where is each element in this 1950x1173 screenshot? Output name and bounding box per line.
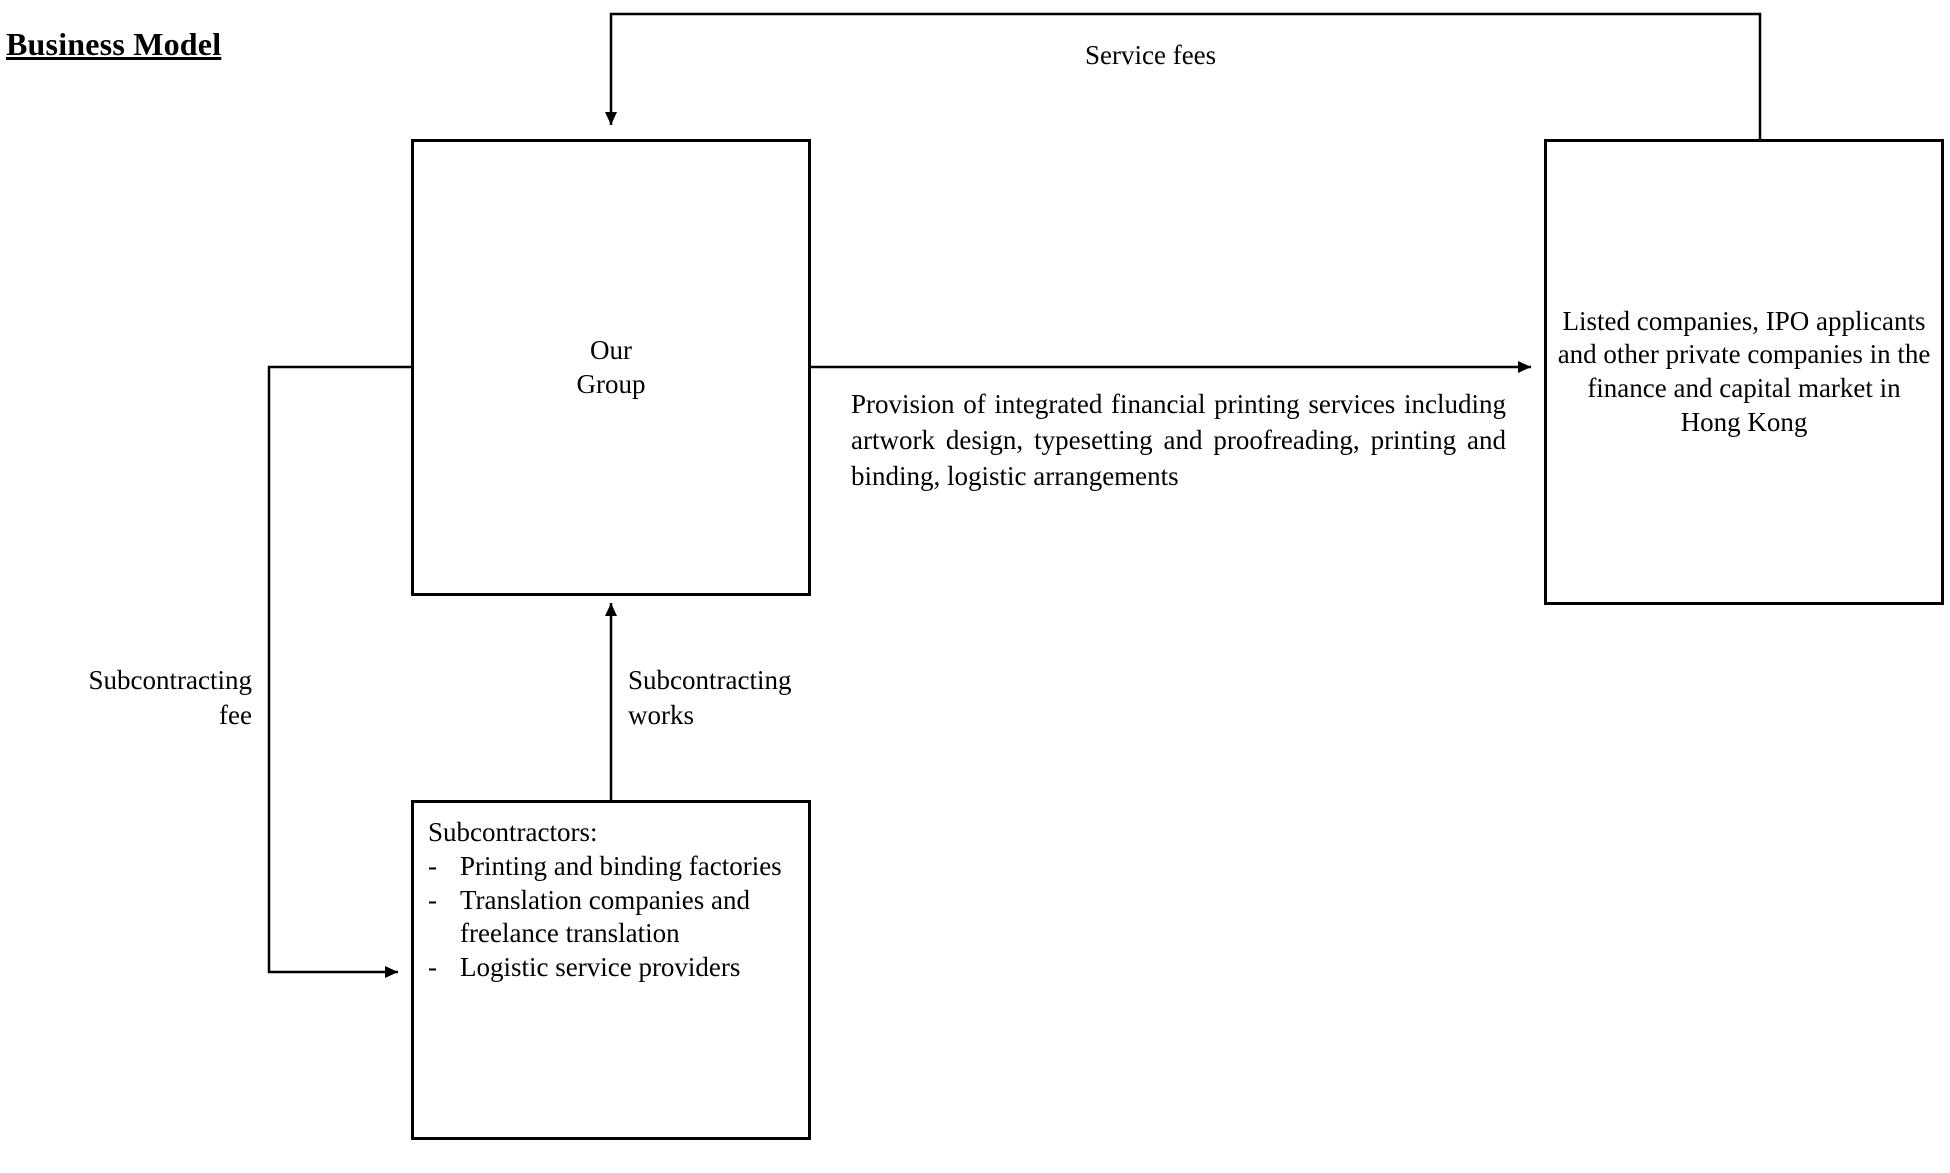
edge-service-fees xyxy=(611,14,1760,139)
subcontractors-list xyxy=(428,850,794,984)
list-item xyxy=(428,850,794,883)
node-subcontractors xyxy=(411,800,811,1140)
bullet-dash-icon: - xyxy=(428,951,437,982)
edge-subcontracting-fee xyxy=(269,367,411,972)
edge-label-provision-of-services: Provision of integrated financial printing services including artwork design, typesetting and proofreading, printing and binding, logistic arrangements xyxy=(851,389,1506,491)
list-item xyxy=(428,951,794,984)
node-clients-label: Listed companies, IPO applicants and other private companies in the finance and capital market in Hong Kong xyxy=(1557,305,1931,437)
node-our-group xyxy=(411,139,811,596)
edge-label-subcontracting-works: Subcontracting works xyxy=(628,665,792,731)
subcontractors-heading: Subcontractors: xyxy=(428,817,598,847)
list-item xyxy=(428,884,794,950)
bullet-dash-icon: - xyxy=(428,884,437,915)
list-item-label: Printing and binding factories xyxy=(460,850,782,881)
edge-label-service-fees: Service fees xyxy=(1085,40,1217,70)
node-our-group-label: Our Group xyxy=(576,334,646,399)
list-item-label: Translation companies and freelance translation xyxy=(460,884,750,948)
page-title: Business Model xyxy=(6,26,222,62)
bullet-dash-icon: - xyxy=(428,850,437,881)
list-item-label: Logistic service providers xyxy=(460,951,741,982)
node-clients xyxy=(1544,139,1944,605)
edge-label-subcontracting-fee: Subcontracting fee xyxy=(88,665,252,731)
